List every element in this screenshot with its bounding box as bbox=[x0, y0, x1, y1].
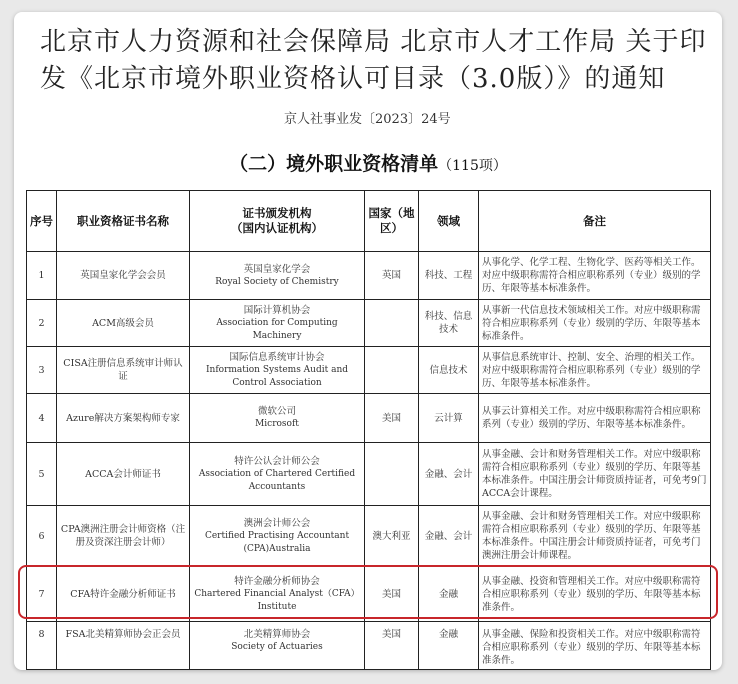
issuer-cn: 国际信息系统审计协会 bbox=[229, 351, 325, 363]
table-row bbox=[27, 622, 711, 670]
cell-country: 美国 bbox=[365, 622, 419, 670]
table-header-row bbox=[27, 191, 711, 252]
issuer-cn: 特许金融分析师协会 bbox=[234, 575, 320, 587]
cell-field: 金融 bbox=[419, 567, 479, 622]
cell-issuer bbox=[190, 567, 365, 622]
document-card bbox=[14, 12, 722, 670]
issuer-cn: 北美精算师协会 bbox=[243, 629, 311, 640]
cell-issuer bbox=[190, 622, 365, 670]
cell-note: 从事新一代信息技术领域相关工作。对应中级职称需符合相应职称系列（专业）级别的学历、年限等基本标准条件。 bbox=[479, 300, 711, 347]
cell-name: Azure解决方案架构师专家 bbox=[57, 394, 190, 443]
cell-issuer bbox=[190, 394, 365, 443]
header-issuer bbox=[190, 191, 365, 252]
table-row bbox=[27, 252, 711, 300]
cell-field: 金融、会计 bbox=[419, 506, 479, 567]
issuer-en: Royal Society of Chemistry bbox=[215, 276, 339, 287]
cell-issuer bbox=[190, 300, 365, 347]
cell-name: CISA注册信息系统审计师认证 bbox=[57, 347, 190, 394]
cell-note: 从事金融、保险和投资相关工作。对应中级职称需符合相应职称系列（专业）级别的学历、年限等基本标准条件。 bbox=[479, 622, 711, 670]
cell-note: 从事金融、会计和财务管理相关工作。对应中级职称需符合相应职称系列（专业）级别的学历、年限等基本标准条件。中国注册会计师资质持证者，可免考门澳洲注册会计师课程。 bbox=[479, 506, 711, 567]
cell-no: 7 bbox=[27, 567, 57, 622]
section-title-text: （二）境外职业资格清单 bbox=[229, 153, 439, 175]
header-country: 国家（地区） bbox=[365, 191, 419, 252]
cell-field: 科技、工程 bbox=[419, 252, 479, 300]
table-row bbox=[27, 443, 711, 506]
cell-no: 1 bbox=[27, 252, 57, 300]
cell-note: 从事化学、化学工程、生物化学、医药等相关工作。对应中级职称需符合相应职称系列（专业）级别的学历、年限等基本标准条件。 bbox=[479, 252, 711, 300]
document-title: 北京市人力资源和社会保障局 北京市人才工作局 关于印发《北京市境外职业资格认可目录（3.0版）》的通知 bbox=[40, 27, 707, 94]
cell-issuer bbox=[190, 443, 365, 506]
issuer-en: Association of Chartered Certified Accountants bbox=[198, 468, 356, 492]
cell-name: CFA特许金融分析师证书 bbox=[57, 567, 190, 622]
document-number: 京人社事业发〔2023〕24号 bbox=[284, 112, 451, 127]
cell-name: 英国皇家化学会会员 bbox=[57, 252, 190, 300]
cell-no: 2 bbox=[27, 300, 57, 347]
cell-country bbox=[365, 443, 419, 506]
table-row bbox=[27, 394, 711, 443]
issuer-cn: 微软公司 bbox=[257, 406, 296, 417]
cell-field: 金融、会计 bbox=[419, 443, 479, 506]
cell-country: 澳大利亚 bbox=[365, 506, 419, 567]
issuer-en: Information Systems Audit and Control Association bbox=[205, 364, 349, 388]
table-row bbox=[27, 300, 711, 347]
issuer-cn: 英国皇家化学会 bbox=[243, 263, 311, 275]
issuer-en: Microsoft bbox=[255, 419, 299, 429]
table-row bbox=[27, 506, 711, 567]
header-field: 领域 bbox=[419, 191, 479, 252]
section-count: （115项） bbox=[438, 158, 507, 174]
issuer-cn: 国际计算机协会 bbox=[243, 304, 311, 316]
cell-note: 从事金融、会计和财务管理相关工作。对应中级职称需符合相应职称系列（专业）级别的学历、年限等基本标准条件。中国注册会计师资质持证者，可免考9门ACCA会计课程。 bbox=[479, 443, 711, 506]
issuer-en: Chartered Financial Analyst（CFA）Institute bbox=[194, 588, 360, 612]
header-issuer-label: 证书颁发机构 bbox=[242, 206, 312, 220]
cell-issuer bbox=[190, 506, 365, 567]
qualification-table bbox=[26, 190, 711, 670]
cell-name: ACCA会计师证书 bbox=[57, 443, 190, 506]
cell-field: 云计算 bbox=[419, 394, 479, 443]
cell-no: 3 bbox=[27, 347, 57, 394]
issuer-cn: 特许公认会计师公会 bbox=[234, 455, 320, 467]
issuer-en: Society of Actuaries bbox=[231, 642, 323, 652]
cell-country bbox=[365, 300, 419, 347]
cell-field: 信息技术 bbox=[419, 347, 479, 394]
cell-country: 英国 bbox=[365, 252, 419, 300]
issuer-cn: 澳洲会计师公会 bbox=[243, 517, 311, 529]
cell-name: ACM高级会员 bbox=[57, 300, 190, 347]
cell-name: FSA北美精算师协会正会员 bbox=[57, 622, 190, 670]
cell-issuer bbox=[190, 252, 365, 300]
cell-country: 美国 bbox=[365, 394, 419, 443]
cell-note: 从事云计算相关工作。对应中级职称需符合相应职称系列（专业）级别的学历、年限等基本标准条件。 bbox=[479, 394, 711, 443]
header-issuer-sub: （国内认证机构） bbox=[231, 221, 323, 235]
header-note: 备注 bbox=[479, 191, 711, 252]
header-no: 序号 bbox=[27, 191, 57, 252]
cell-name: CPA澳洲注册会计师资格（注册及资深注册会计师） bbox=[57, 506, 190, 567]
cell-note: 从事信息系统审计、控制、安全、治理的相关工作。对应中级职称需符合相应职称系列（专业）级别的学历、年限等基本标准条件。 bbox=[479, 347, 711, 394]
issuer-en: Association for Computing Machinery bbox=[216, 317, 338, 341]
cell-note: 从事金融、投资和管理相关工作。对应中级职称需符合相应职称系列（专业）级别的学历、年限等基本标准条件。 bbox=[479, 567, 711, 622]
cell-field: 金融 bbox=[419, 622, 479, 670]
cell-issuer bbox=[190, 347, 365, 394]
header-name: 职业资格证书名称 bbox=[57, 191, 190, 252]
section-title bbox=[14, 149, 722, 176]
cell-field: 科技、信息技术 bbox=[419, 300, 479, 347]
cell-no: 4 bbox=[27, 394, 57, 443]
table-row bbox=[27, 347, 711, 394]
issuer-en: Certified Practising Accountant (CPA)Australia bbox=[204, 530, 350, 554]
cell-no: 8 bbox=[27, 622, 57, 670]
cell-no: 5 bbox=[27, 443, 57, 506]
table-row-highlighted bbox=[27, 567, 711, 622]
cell-country bbox=[365, 347, 419, 394]
cell-no: 6 bbox=[27, 506, 57, 567]
cell-country: 美国 bbox=[365, 567, 419, 622]
